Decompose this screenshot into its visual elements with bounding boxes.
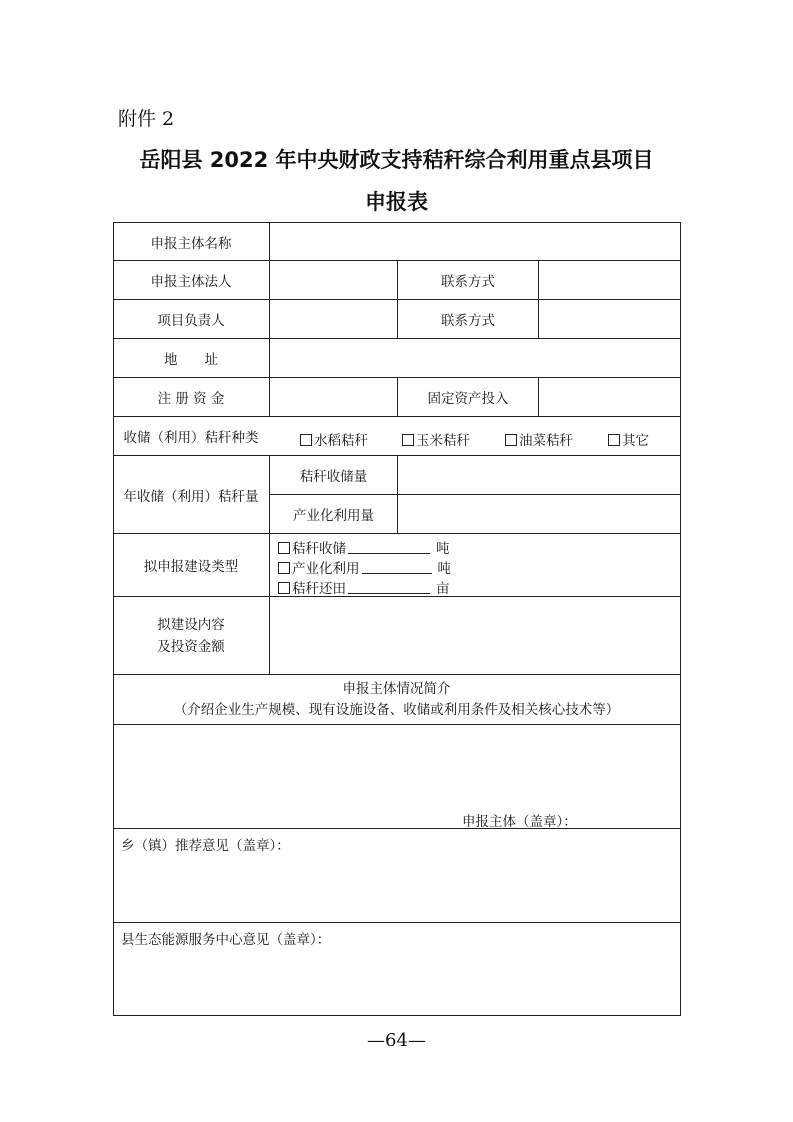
form-subtitle: 申报表	[365, 190, 428, 214]
form-title: 岳阳县 2022 年中央财政支持秸秆综合利用重点县项目	[139, 148, 654, 172]
checkbox-icon[interactable]	[505, 434, 517, 446]
amount-blank[interactable]	[348, 581, 430, 594]
content-label-line2: 及投资金额	[157, 638, 225, 655]
project-lead-label: 项目负责人	[157, 313, 225, 329]
checkbox-icon[interactable]	[300, 434, 312, 446]
industrial-amount-label: 产业化利用量	[293, 508, 374, 524]
content-field[interactable]	[270, 597, 680, 674]
project-lead-field[interactable]	[270, 300, 397, 338]
township-opinion-field[interactable]	[113, 852, 680, 922]
checkbox-icon[interactable]	[402, 434, 414, 446]
content-label-line1: 拟建设内容	[157, 616, 225, 633]
amount-blank[interactable]	[362, 561, 432, 574]
build-type-storage[interactable]: 秸秆收储 吨	[278, 537, 450, 557]
fixed-asset-label: 固定资产投入	[427, 391, 509, 407]
straw-type-rapeseed[interactable]: 油菜秸秆	[505, 429, 573, 449]
annual-amount-label: 年收储（利用）秸秆量	[123, 488, 259, 505]
checkbox-icon[interactable]	[608, 434, 620, 446]
applicant-name-label: 申报主体名称	[150, 235, 232, 252]
registered-capital-field[interactable]	[270, 378, 397, 416]
storage-amount-field[interactable]	[398, 456, 680, 494]
applicant-name-field[interactable]	[270, 223, 680, 260]
checkbox-icon[interactable]	[278, 582, 290, 594]
page-number: —64—	[367, 1030, 426, 1051]
intro-title: 申报主体情况简介	[342, 680, 451, 697]
legal-person-field[interactable]	[270, 261, 397, 299]
address-label: 地 址	[164, 352, 218, 368]
applicant-seal-label: 申报主体（盖章）：	[462, 814, 577, 830]
build-type-industrial[interactable]: 产业化利用 吨	[278, 557, 451, 577]
contact1-field[interactable]	[539, 261, 680, 299]
county-opinion-field[interactable]	[113, 946, 680, 1015]
intro-field[interactable]	[113, 725, 680, 828]
attachment-label: 附件 2	[118, 108, 175, 130]
legal-person-label: 申报主体法人	[150, 274, 232, 290]
registered-capital-label: 注 册 资 金	[157, 391, 225, 407]
straw-type-other[interactable]: 其它	[608, 429, 649, 449]
content-label	[113, 597, 269, 674]
checkbox-icon[interactable]	[278, 562, 290, 574]
straw-type-rice[interactable]: 水稻秸秆	[300, 429, 368, 449]
county-opinion-label: 县生态能源服务中心意见（盖章）：	[121, 932, 331, 948]
storage-amount-label: 秸秆收储量	[299, 469, 368, 485]
straw-type-corn[interactable]: 玉米秸秆	[402, 429, 470, 449]
fixed-asset-field[interactable]	[539, 378, 680, 416]
contact1-label: 联系方式	[441, 274, 495, 290]
contact2-label: 联系方式	[441, 313, 495, 329]
checkbox-icon[interactable]	[278, 542, 290, 554]
contact2-field[interactable]	[539, 300, 680, 338]
intro-subtitle: （介绍企业生产规模、现有设施设备、收储或利用条件及相关核心技术等）	[173, 701, 620, 718]
build-type-label: 拟申报建设类型	[143, 559, 239, 575]
intro-header	[113, 675, 680, 724]
amount-blank[interactable]	[348, 541, 430, 554]
straw-type-label: 收储（利用）秸秆种类	[123, 430, 259, 446]
address-field[interactable]	[270, 339, 680, 377]
build-type-return-field[interactable]: 秸秆还田 亩	[278, 577, 450, 597]
township-opinion-label: 乡（镇）推荐意见（盖章）：	[121, 838, 290, 854]
industrial-amount-field[interactable]	[398, 495, 680, 533]
